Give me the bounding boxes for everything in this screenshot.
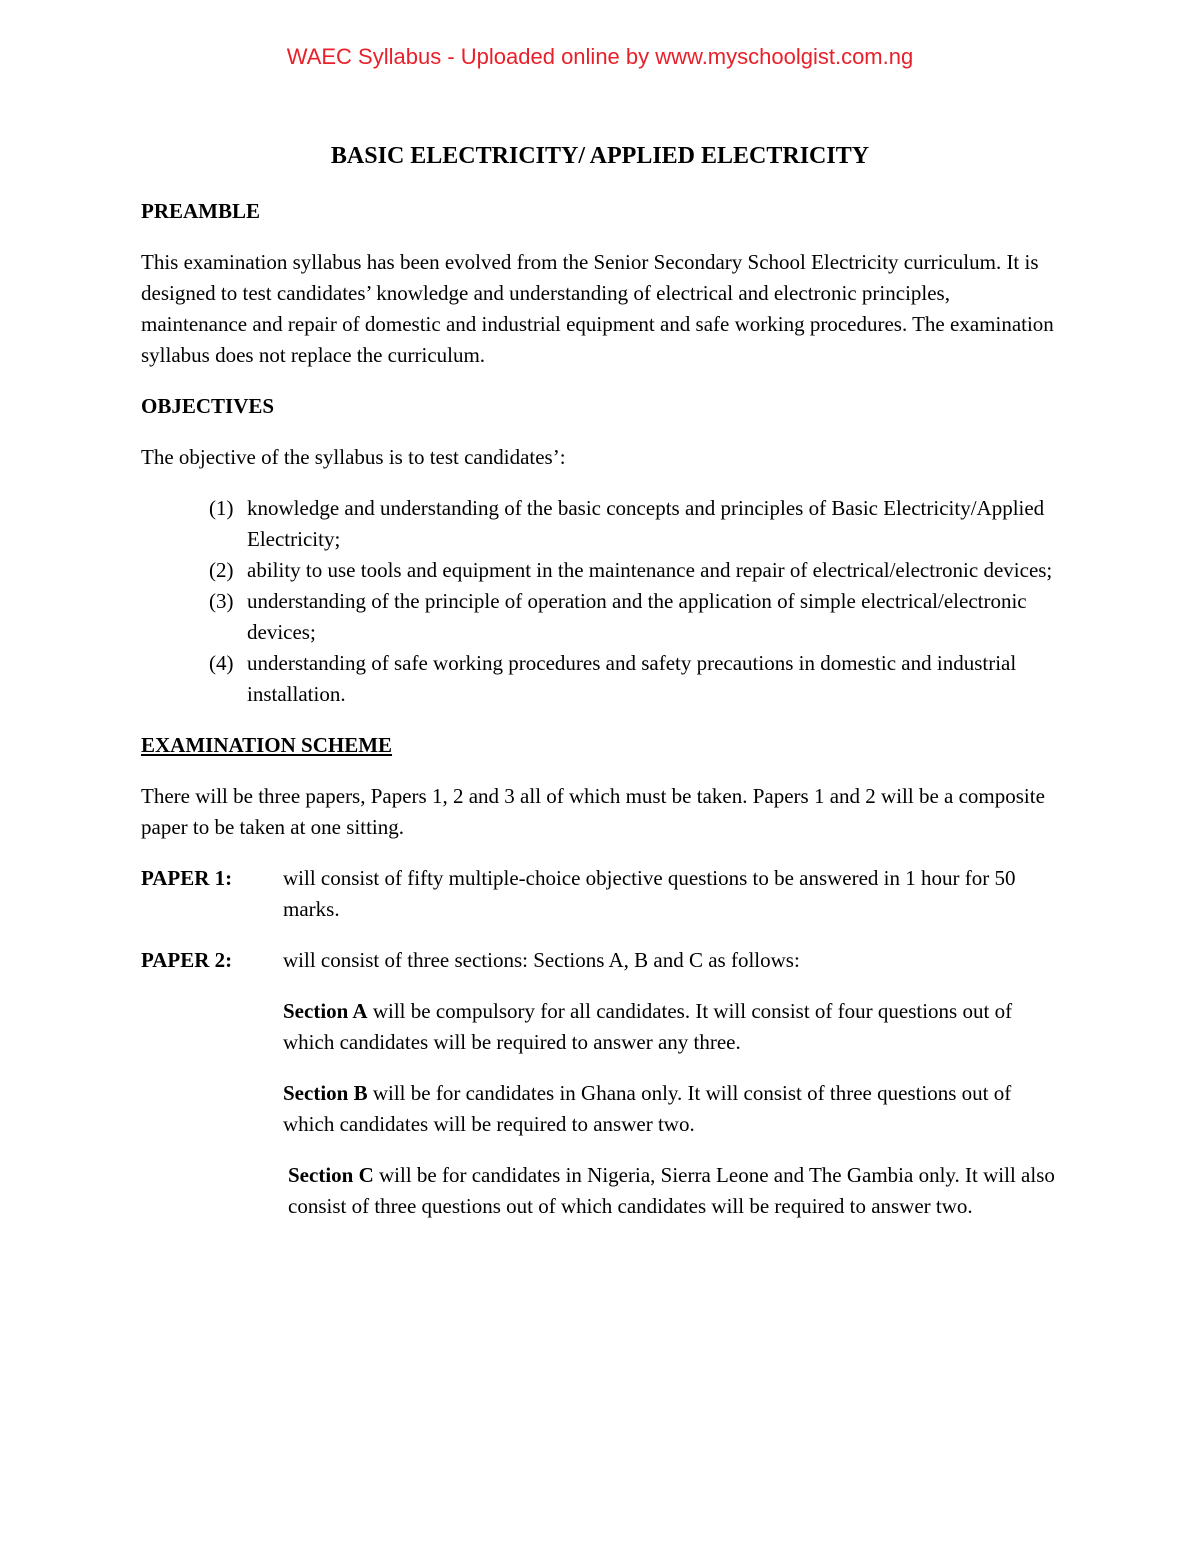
objective-text: understanding of safe working procedures and safety precautions in domestic and industrial installation. <box>247 651 1017 706</box>
objective-item <box>209 493 1061 555</box>
paper-2-text: will consist of three sections: Sections A, B and C as follows: <box>283 948 800 972</box>
section-c-paragraph <box>283 1160 1061 1222</box>
objective-item <box>209 648 1061 710</box>
objectives-intro: The objective of the syllabus is to test candidates’: <box>141 445 566 469</box>
objective-text: knowledge and understanding of the basic concepts and principles of Basic Electricity/Applied Electricity; <box>247 496 1045 551</box>
objective-number: (4) <box>209 651 234 675</box>
section-b-text: will be for candidates in Ghana only. It will consist of three questions out of which candidates will be required to answer two. <box>283 1081 1012 1136</box>
objective-text: understanding of the principle of operation and the application of simple electrical/electronic devices; <box>247 589 1027 644</box>
section-b-paragraph <box>283 1078 1061 1140</box>
section-a-name: Section A <box>283 999 368 1023</box>
preamble-text: This examination syllabus has been evolved from the Senior Secondary School Electricity curriculum. It is designed to test candidates’ knowledge and understanding of electrical and electronic principles, maintenance and repair of domestic and industrial equipment and safe working procedures. The examination syllabus does not replace the curriculum. <box>141 250 1054 367</box>
objective-number: (2) <box>209 558 234 582</box>
paper-1-label: PAPER 1: <box>141 866 233 890</box>
paper-2-label: PAPER 2: <box>141 948 233 972</box>
objective-text: ability to use tools and equipment in the maintenance and repair of electrical/electronic devices; <box>247 558 1053 582</box>
objective-number: (3) <box>209 589 234 613</box>
paper-1-text: will consist of fifty multiple-choice objective questions to be answered in 1 hour for 50 marks. <box>283 866 1016 921</box>
objective-number: (1) <box>209 496 234 520</box>
section-c-text: will be for candidates in Nigeria, Sierra Leone and The Gambia only. It will also consist of three questions out of which candidates will be required to answer two. <box>288 1163 1055 1218</box>
section-a-paragraph <box>283 996 1061 1058</box>
watermark-text: WAEC Syllabus - Uploaded online by www.myschoolgist.com.ng <box>286 44 914 69</box>
paper-2-block <box>141 945 1061 1222</box>
objective-item <box>209 555 1061 586</box>
document-body <box>141 196 1061 1242</box>
exam-scheme-intro: There will be three papers, Papers 1, 2 and 3 all of which must be taken. Papers 1 and 2 will be a composite paper to be taken at one sitting. <box>141 784 1045 839</box>
paper-1-block <box>141 863 1061 925</box>
section-c-name: Section C <box>288 1163 374 1187</box>
objectives-heading: OBJECTIVES <box>141 394 275 418</box>
document-title: BASIC ELECTRICITY/ APPLIED ELECTRICITY <box>330 143 870 169</box>
objectives-list <box>141 493 1061 710</box>
objective-item <box>209 586 1061 648</box>
exam-scheme-heading: EXAMINATION SCHEME <box>141 733 393 757</box>
preamble-heading: PREAMBLE <box>141 199 261 223</box>
section-b-name: Section B <box>283 1081 368 1105</box>
section-a-text: will be compulsory for all candidates. It will consist of four questions out of which candidates will be required to answer any three. <box>283 999 1013 1054</box>
